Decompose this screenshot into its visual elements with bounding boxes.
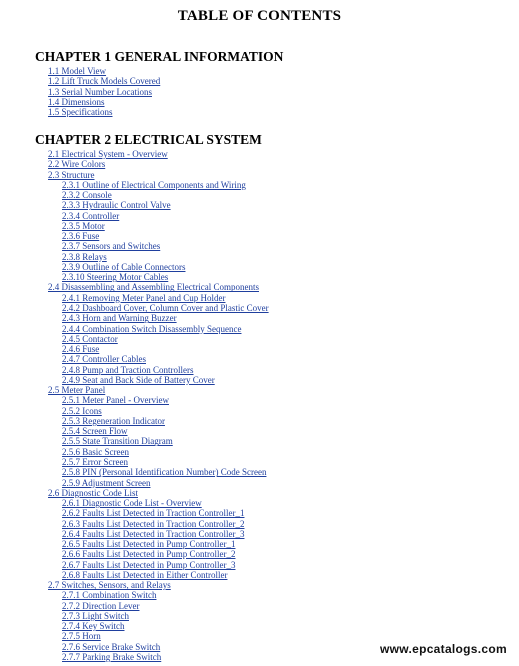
toc-list-item	[0, 252, 269, 262]
toc-subsection-link[interactable]: 2.7.1 Combination Switch	[62, 590, 157, 601]
toc-list-item	[0, 508, 269, 518]
toc-subsection-link[interactable]: 2.6.5 Faults List Detected in Pump Controller_1	[62, 539, 236, 550]
watermark-text: www.epcatalogs.com	[380, 642, 507, 656]
toc-section-link[interactable]: 2.6 Diagnostic Code List	[48, 487, 138, 498]
toc-list-item	[0, 498, 269, 508]
toc-list-item	[0, 87, 160, 97]
toc-list-item	[0, 406, 269, 416]
toc-subsection-link[interactable]: 2.6.8 Faults List Detected in Either Controller	[62, 569, 228, 580]
toc-list-item	[0, 416, 269, 426]
toc-list-item	[0, 324, 269, 334]
toc-subsection-link[interactable]: 2.7.4 Key Switch	[62, 621, 125, 632]
toc-list-item	[0, 231, 269, 241]
toc-list-item	[0, 590, 269, 600]
toc-subsection-link[interactable]: 2.3.10 Steering Motor Cables	[62, 272, 169, 283]
toc-subsection-link[interactable]: 2.5.1 Meter Panel - Overview	[62, 395, 169, 406]
toc-section-link[interactable]: 2.1 Electrical System - Overview	[48, 149, 168, 159]
toc-list-item	[0, 488, 269, 498]
toc-list-item	[0, 76, 160, 86]
toc-subsection-link[interactable]: 2.4.1 Removing Meter Panel and Cup Holder	[62, 292, 226, 303]
toc-list-item	[0, 334, 269, 344]
toc-subsection-link[interactable]: 2.4.3 Horn and Warning Buzzer	[62, 313, 177, 324]
chapter-2-heading: CHAPTER 2 ELECTRICAL SYSTEM	[35, 132, 262, 147]
toc-subsection-link[interactable]: 2.3.2 Console	[62, 190, 112, 201]
toc-section-link[interactable]: 2.3 Structure	[48, 169, 95, 180]
toc-section-link[interactable]: 2.2 Wire Colors	[48, 159, 106, 170]
toc-subsection-link[interactable]: 2.3.5 Motor	[62, 220, 105, 231]
toc-list-item	[0, 180, 269, 190]
toc-list-item	[0, 375, 269, 385]
toc-subsection-link[interactable]: 2.7.5 Horn	[62, 631, 101, 642]
toc-subsection-link[interactable]: 2.4.2 Dashboard Cover, Column Cover and Plastic Cover	[62, 302, 269, 313]
toc-section-link[interactable]: 1.4 Dimensions	[48, 96, 105, 107]
toc-list-item	[0, 170, 269, 180]
toc-subsection-link[interactable]: 2.4.6 Fuse	[62, 344, 100, 355]
toc-subsection-link[interactable]: 2.3.4 Controller	[62, 210, 120, 221]
toc-section-link[interactable]: 1.1 Model View	[48, 66, 107, 76]
toc-list-item	[0, 107, 160, 117]
toc-subsection-link[interactable]: 2.6.2 Faults List Detected in Traction Controller_1	[62, 508, 245, 519]
toc-list-item	[0, 652, 269, 662]
toc-list-item	[0, 539, 269, 549]
toc-subsection-link[interactable]: 2.7.2 Direction Lever	[62, 600, 140, 611]
toc-subsection-link[interactable]: 2.7.3 Light Switch	[62, 610, 129, 621]
toc-subsection-link[interactable]: 2.3.7 Sensors and Switches	[62, 241, 161, 252]
toc-subsection-link[interactable]: 2.5.9 Adjustment Screen	[62, 477, 151, 488]
toc-subsection-link[interactable]: 2.5.7 Error Screen	[62, 456, 128, 467]
toc-section-link[interactable]: 1.3 Serial Number Locations	[48, 86, 152, 97]
toc-list-item	[0, 272, 269, 282]
toc-subsection-link[interactable]: 2.6.7 Faults List Detected in Pump Controller_3	[62, 559, 236, 570]
toc-list-item	[0, 282, 269, 292]
toc-list-item	[0, 262, 269, 272]
toc-list-item	[0, 303, 269, 313]
toc-list-item	[0, 519, 269, 529]
chapter-1-list	[0, 66, 160, 117]
chapter-2-list	[0, 149, 269, 662]
chapter-1-heading: CHAPTER 1 GENERAL INFORMATION	[35, 49, 284, 64]
toc-list-item	[0, 580, 269, 590]
toc-subsection-link[interactable]: 2.4.5 Contactor	[62, 333, 118, 344]
toc-list-item	[0, 159, 269, 169]
toc-list-item	[0, 365, 269, 375]
toc-list-item	[0, 385, 269, 395]
toc-section-link[interactable]: 2.5 Meter Panel	[48, 385, 106, 396]
toc-subsection-link[interactable]: 2.3.1 Outline of Electrical Components and Wiring	[62, 179, 246, 190]
toc-subsection-link[interactable]: 2.5.3 Regeneration Indicator	[62, 415, 165, 426]
toc-list-item	[0, 313, 269, 323]
toc-subsection-link[interactable]: 2.3.3 Hydraulic Control Valve	[62, 200, 171, 211]
toc-list-item	[0, 642, 269, 652]
toc-subsection-link[interactable]: 2.6.3 Faults List Detected in Traction Controller_2	[62, 518, 245, 529]
toc-list-item	[0, 549, 269, 559]
toc-subsection-link[interactable]: 2.6.6 Faults List Detected in Pump Controller_2	[62, 549, 236, 560]
toc-list-item	[0, 354, 269, 364]
toc-subsection-link[interactable]: 2.5.8 PIN (Personal Identification Number) Code Screen	[62, 467, 267, 478]
toc-list-item	[0, 344, 269, 354]
toc-subsection-link[interactable]: 2.4.4 Combination Switch Disassembly Sequence	[62, 323, 242, 334]
toc-list-item	[0, 66, 160, 76]
toc-list-item	[0, 570, 269, 580]
toc-subsection-link[interactable]: 2.4.8 Pump and Traction Controllers	[62, 364, 194, 375]
toc-list-item	[0, 293, 269, 303]
toc-list-item	[0, 447, 269, 457]
toc-list-item	[0, 395, 269, 405]
toc-subsection-link[interactable]: 2.4.9 Seat and Back Side of Battery Cover	[62, 374, 215, 385]
toc-list-item	[0, 631, 269, 641]
toc-subsection-link[interactable]: 2.5.2 Icons	[62, 405, 102, 416]
toc-list-item	[0, 190, 269, 200]
toc-list-item	[0, 601, 269, 611]
toc-subsection-link[interactable]: 2.5.6 Basic Screen	[62, 446, 129, 457]
toc-subsection-link[interactable]: 2.4.7 Controller Cables	[62, 354, 146, 365]
toc-list-item	[0, 457, 269, 467]
toc-subsection-link[interactable]: 2.6.1 Diagnostic Code List - Overview	[62, 498, 202, 509]
toc-list-item	[0, 467, 269, 477]
toc-list-item	[0, 426, 269, 436]
toc-list-item	[0, 221, 269, 231]
toc-section-link[interactable]: 2.4 Disassembling and Assembling Electrical Components	[48, 282, 259, 293]
toc-list-item	[0, 97, 160, 107]
toc-subsection-link[interactable]: 2.3.6 Fuse	[62, 231, 100, 242]
toc-subsection-link[interactable]: 2.6.4 Faults List Detected in Traction Controller_3	[62, 528, 245, 539]
toc-subsection-link[interactable]: 2.7.6 Service Brake Switch	[62, 641, 161, 652]
toc-list-item	[0, 241, 269, 251]
toc-subsection-link[interactable]: 2.3.9 Outline of Cable Connectors	[62, 261, 186, 272]
toc-section-link[interactable]: 1.2 Lift Truck Models Covered	[48, 76, 161, 87]
toc-list-item	[0, 436, 269, 446]
toc-list-item	[0, 560, 269, 570]
page-title: TABLE OF CONTENTS	[177, 8, 342, 24]
toc-list-item	[0, 611, 269, 621]
toc-subsection-link[interactable]: 2.5.5 State Transition Diagram	[62, 436, 173, 447]
toc-list-item	[0, 211, 269, 221]
toc-section-link[interactable]: 2.7 Switches, Sensors, and Relays	[48, 580, 171, 591]
toc-section-link[interactable]: 1.5 Specifications	[48, 107, 113, 118]
toc-subsection-link[interactable]: 2.7.7 Parking Brake Switch	[62, 652, 162, 663]
toc-list-item	[0, 200, 269, 210]
toc-list-item	[0, 621, 269, 631]
toc-list-item	[0, 529, 269, 539]
toc-subsection-link[interactable]: 2.5.4 Screen Flow	[62, 426, 128, 437]
toc-list-item	[0, 149, 269, 159]
toc-subsection-link[interactable]: 2.3.8 Relays	[62, 251, 107, 262]
toc-list-item	[0, 478, 269, 488]
